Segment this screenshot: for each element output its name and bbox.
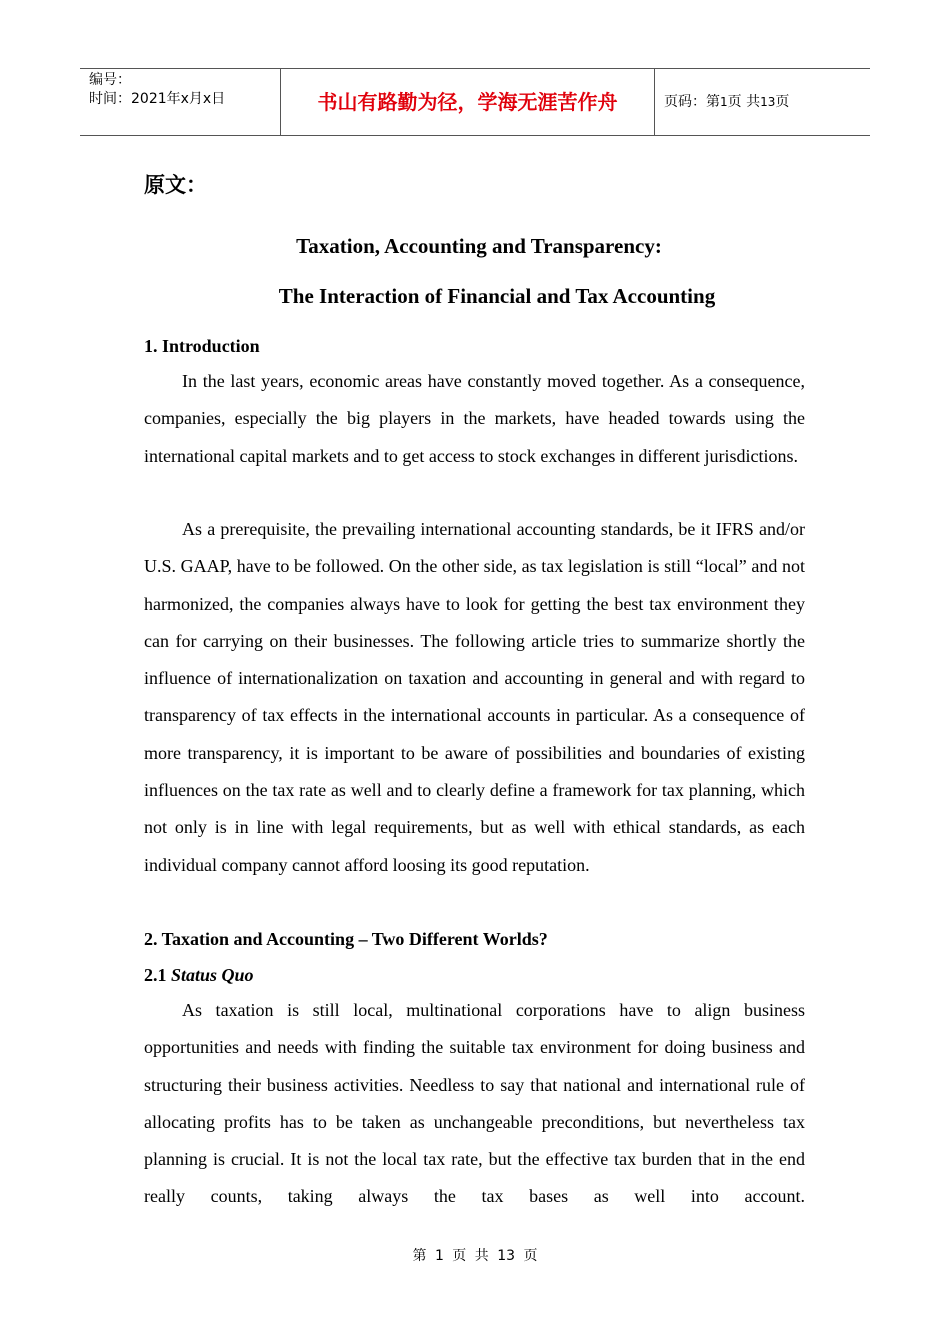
page-current: 1 xyxy=(720,95,728,109)
document-title-line1: Taxation, Accounting and Transparency: xyxy=(296,234,662,258)
header-meta xyxy=(89,71,225,109)
section-heading-taxation-accounting: 2. Taxation and Accounting – Two Different Worlds? xyxy=(144,929,548,949)
page-prefix: 页码：第 xyxy=(664,94,720,110)
page-total: 13 xyxy=(760,95,776,109)
document-time-label: 时间：2021年x月x日 xyxy=(89,91,226,107)
original-text-label: 原文： xyxy=(144,173,207,197)
header-divider-right xyxy=(654,69,655,136)
section-heading-introduction: 1. Introduction xyxy=(144,336,260,356)
page-suffix: 页 xyxy=(775,94,790,110)
document-number-label: 编号： xyxy=(89,72,131,88)
page-footer: 第 1 页 共 13 页 xyxy=(412,1248,538,1264)
subsection-title: Status Quo xyxy=(171,965,254,985)
subsection-heading-status-quo xyxy=(144,962,254,988)
status-quo-paragraph-1: As taxation is still local, multinational corporations have to align business opportunities and needs with finding the suitable tax environment for doing business and structuring their business activities. Needless to say that national and international rule of allocating profits has to be taken as unchangeable preconditions, but nevertheless tax planning is crucial. It is not the local tax rate, but the effective tax burden that in the end really counts, taking always the tax bases as well into account. xyxy=(144,1000,805,1207)
subsection-number: 2.1 xyxy=(144,965,167,985)
document-title-line2: The Interaction of Financial and Tax Accounting xyxy=(278,284,716,308)
header-page-indicator xyxy=(664,93,789,112)
intro-paragraph-1: In the last years, economic areas have constantly moved together. As a consequence, companies, especially the big players in the markets, have headed towards using the international capital markets and to get access to stock exchanges in different jurisdictions. xyxy=(144,371,805,466)
header-motto: 书山有路勤为径，学海无涯苦作舟 xyxy=(317,90,618,114)
intro-paragraph-2: As a prerequisite, the prevailing international accounting standards, be it IFRS and/or U.S. GAAP, have to be followed. On the other side, as tax legislation is still “local” and not harmonized, the companies always have to look for getting the best tax environment they can for carrying on their businesses. The following article tries to summarize shortly the influence of internationalization on taxation and accounting in general and with regard to transparency of tax effects in the international accounts in particular. As a consequence of more transparency, it is important to be aware of possibilities and boundaries of existing influences on the tax rate as well and to clearly define a framework for tax planning, which not only is in line with legal requirements, but as well with ethical standards, as each individual company cannot afford loosing its good reputation. xyxy=(144,519,805,875)
page-header xyxy=(80,68,870,136)
page-mid: 页 共 xyxy=(727,94,761,110)
